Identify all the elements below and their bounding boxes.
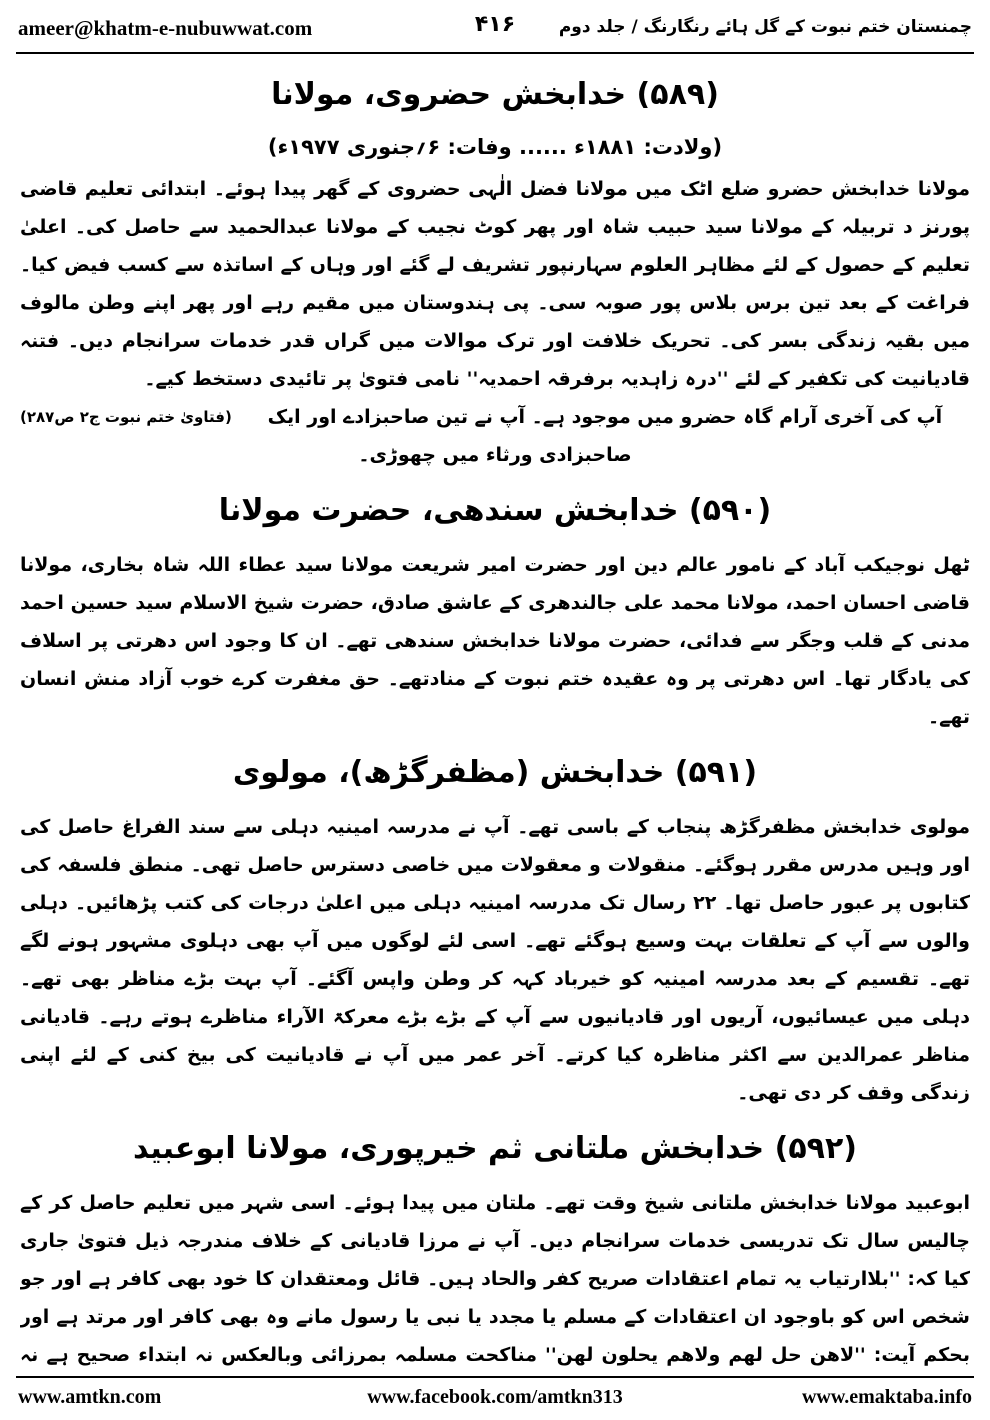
section-paragraph	[20, 546, 970, 736]
section-title: (۵۹۲) خدابخش ملتانی ثم خیرپوری، مولانا ابوعبید	[133, 1131, 857, 1166]
footer-link-right[interactable]: www.emaktaba.info	[801, 1386, 972, 1408]
section-paragraph	[20, 170, 970, 426]
page-number: ۴۱۶	[474, 12, 516, 37]
section-dates: (ولادت: ۱۸۸۱ء ...... وفات: ۶؍جنوری ۱۹۷۷ء)	[267, 135, 723, 159]
reference-citation: (فتاویٰ ختم نبوت ج۲ ص۲۸۷)	[20, 408, 232, 426]
page-header	[18, 10, 972, 52]
footer-link-center[interactable]: www.facebook.com/amtkn313	[367, 1386, 623, 1408]
page-content	[20, 58, 970, 1366]
section-body: مولوی خدابخش مظفرگڑھ پنجاب کے باسی تھے۔ آپ نے مدرسہ امینیہ دہلی سے سند الفراغ حاصل کی اور وہیں مدرس مقرر ہوگئے۔ منقولات و معقولات میں خاصی دسترس حاصل تھی۔ منطق فلسفہ کی کتابوں پر عبور حاصل تھا۔ ۲۲ رسال تک مدرسہ امینیہ دہلی میں اعلیٰ درجات کی کتب پڑھائیں۔ دہلی والوں سے آپ کے تعلقات بہت وسیع ہوگئے تھے۔ اسی لئے لوگوں میں آپ بھی دہلوی مشہور ہونے لگے تھے۔ تقسیم کے بعد مدرسہ امینیہ کو خیرباد کہہ کر وطن واپس آگئے۔ آپ بہت بڑے مناظر بھی تھے۔ دہلی میں عیسائیوں، آریوں اور قادیانیوں سے آپ کے بڑے بڑے معرکۃ الآراء مناظرے ہوتے رہے۔ قادیانی مناظر عمرالدین سے اکثر مناظرہ کیا کرتے۔ آخر عمر میں آپ نے قادیانیت کی بیخ کنی کے لئے اپنی زندگی وقف کر دی تھی۔	[20, 816, 970, 1104]
section-paragraph	[20, 808, 970, 1112]
footer-link-left[interactable]: www.amtkn.com	[18, 1386, 162, 1408]
section-title: (۵۹۱) خدابخش (مظفرگڑھ)، مولوی	[232, 755, 758, 790]
section-title: (۵۸۹) خدابخش حضروی، مولانا	[271, 77, 719, 112]
page-footer	[18, 1382, 972, 1412]
book-title: چمنستان ختم نبوت کے گل ہائے رنگارنگ / جلد دوم	[558, 17, 972, 37]
section-closing: آپ کی آخری آرام گاہ حضرو میں موجود ہے۔ آپ نے تین صاحبزادے اور ایک صاحبزادی ورثاء میں چھوڑی۔	[267, 406, 943, 466]
footer-rule	[16, 1376, 974, 1378]
section-body: مولانا خدابخش حضرو ضلع اٹک میں مولانا فضل الٰہی حضروی کے گھر پیدا ہوئے۔ ابتدائی تعلیم قاضی پورنز د تربیلہ کے مولانا سید حبیب شاہ اور پھر کوٹ نجیب کے مولانا عبدالحمید سے حاصل کی۔ اعلیٰ تعلیم کے حصول کے لئے مظاہر العلوم سہارنپور تشریف لے گئے اور وہاں کے اساتذہ سے کسب فیض کیا۔ فراغت کے بعد تین برس بلاس پور صوبہ سی۔ پی ہندوستان میں مقیم رہے اور پھر اپنے وطن مالوف میں بقیہ زندگی بسر کی۔ تحریک خلافت اور ترک موالات میں گراں قدر خدمات سرانجام دیں۔ فتنہ قادیانیت کی تکفیر کے لئے ''درہ زاہدیہ برفرقہ احمدیہ'' نامی فتویٰ پر تائیدی دستخط کیے۔	[20, 178, 970, 390]
section-body: ٹھل نوجیکب آباد کے نامور عالم دین اور حضرت امیر شریعت مولانا سید عطاء اللہ شاہ بخاری، مولانا قاضی احسان احمد، مولانا محمد علی جالندھری کے عاشق صادق، حضرت شیخ الاسلام سید حسین احمد مدنی کے قلب وجگر سے فدائی، حضرت مولانا خدابخش سندھی تھے۔ ان کا وجود اس دھرتی پر اسلاف کی یادگار تھا۔ اس دھرتی پر وہ عقیدہ ختم نبوت کے منادتھے۔ حق مغفرت کرے خوب آزاد منش انسان تھے۔	[20, 554, 970, 728]
section-paragraph	[20, 1184, 970, 1366]
section-title: (۵۹۰) خدابخش سندھی، حضرت مولانا	[218, 493, 772, 528]
section-body: ابوعبید مولانا خدابخش ملتانی شیخ وقت تھے۔ ملتان میں پیدا ہوئے۔ اسی شہر میں تعلیم حاصل کر کے چالیس سال تک تدریسی خدمات سرانجام دیں۔ آپ نے مرزا قادیانی کے خلاف مندرجہ ذیل فتویٰ جاری کیا کہ: ''بلاارتیاب یہ تمام اعتقادات صریح کفر والحاد ہیں۔ قائل ومعتقدان کا خود بھی کافر ہے اور جو شخص اس کو باوجود ان اعتقادات کے مسلم یا مجدد یا نبی یا رسول مانے وہ بھی کافر اور مرتد ہے اور بحکم آیت: ''لاھن حل لھم ولاھم یحلون لھن'' مناکحت مسلمہ بمرزائی وبالعکس نہ ابتداء صحیح ہے نہ	[20, 1192, 970, 1366]
header-email[interactable]: ameer@khatm-e-nubuwwat.com	[18, 16, 313, 40]
header-rule	[16, 52, 974, 54]
